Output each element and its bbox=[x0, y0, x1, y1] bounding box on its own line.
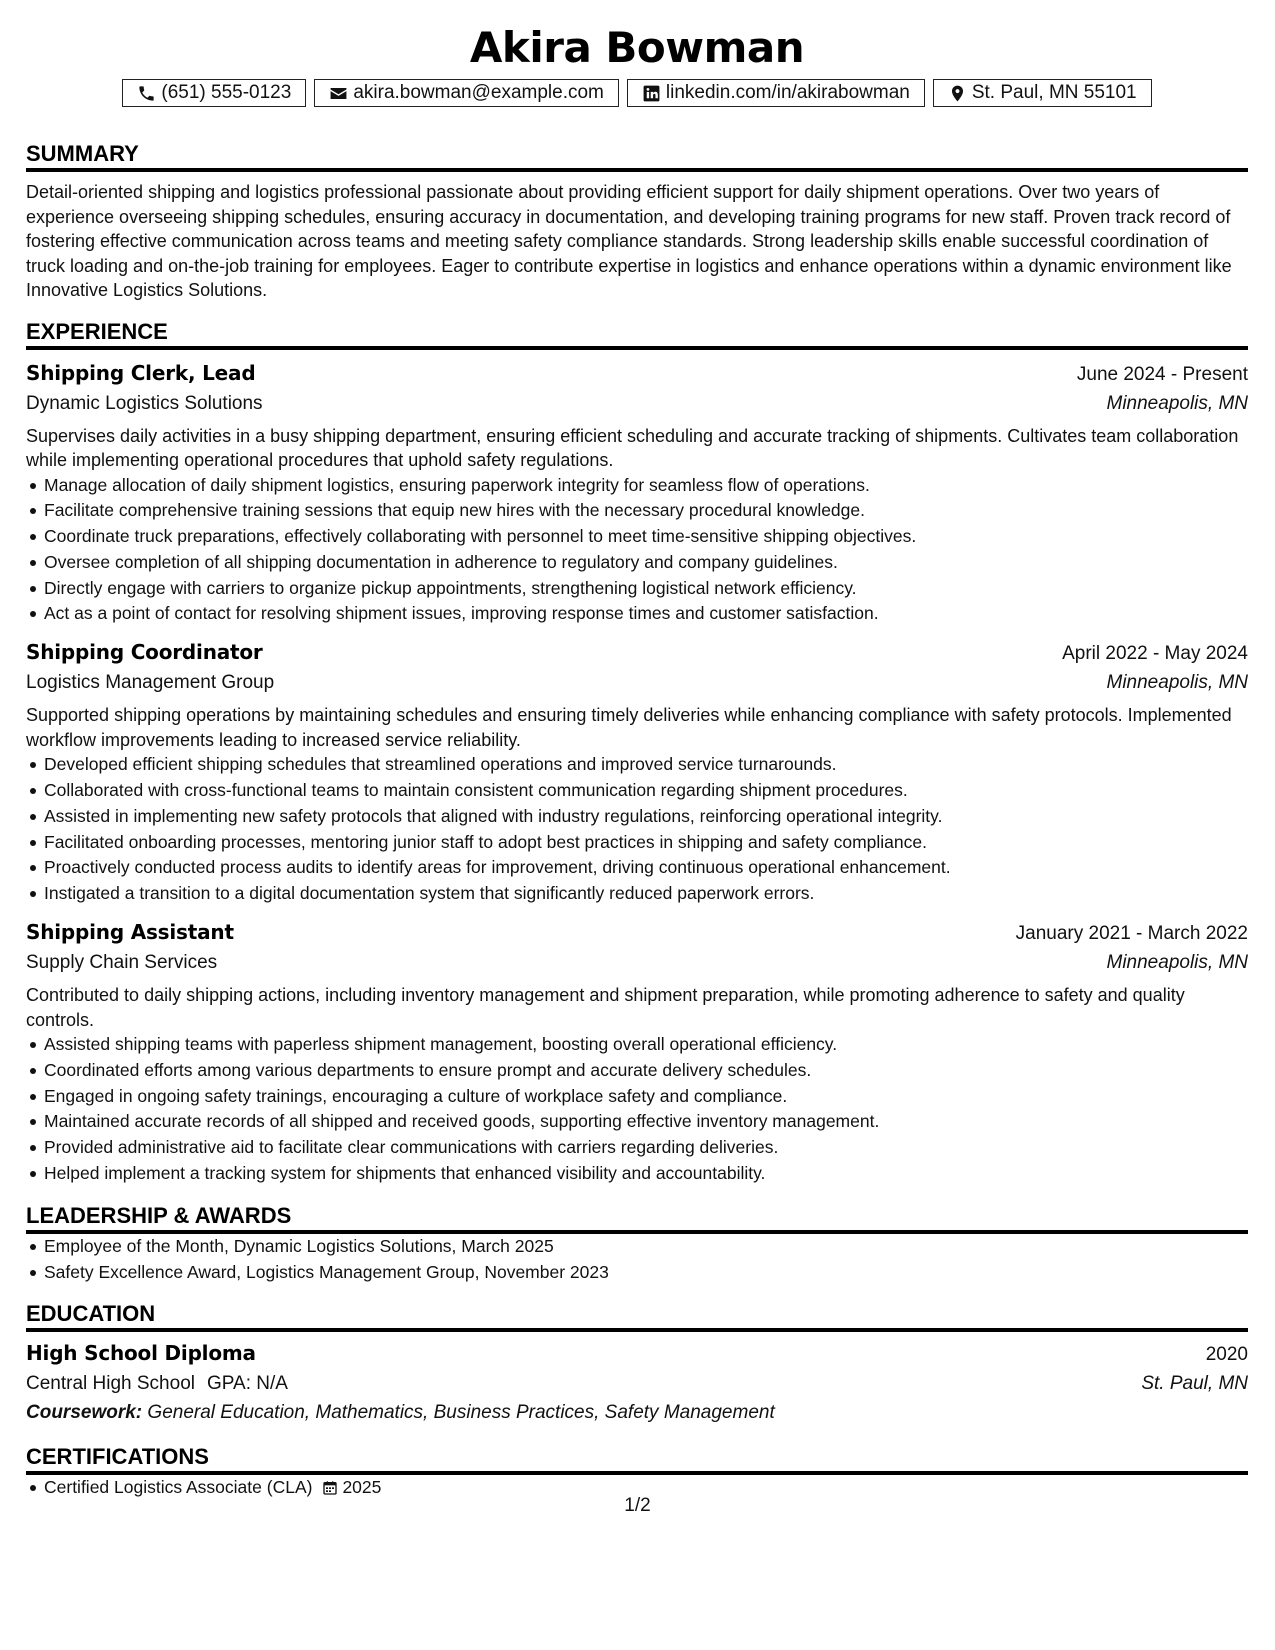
contact-location bbox=[933, 79, 1152, 107]
list-item: Collaborated with cross-functional teams to maintain consistent communication regarding shipment procedures. bbox=[44, 778, 1248, 804]
summary-heading: SUMMARY bbox=[26, 140, 1248, 172]
job-entry bbox=[26, 637, 1248, 907]
summary-section bbox=[26, 140, 1248, 303]
job-title: Shipping Assistant bbox=[26, 920, 234, 945]
phone-text: (651) 555-0123 bbox=[161, 82, 292, 103]
list-item: Instigated a transition to a digital documentation system that significantly reduced paperwork errors. bbox=[44, 881, 1248, 907]
list-item: Proactively conducted process audits to identify areas for improvement, driving continuous operational enhancement. bbox=[44, 855, 1248, 881]
school-line bbox=[26, 1370, 288, 1398]
job-location: Minneapolis, MN bbox=[1106, 952, 1248, 974]
contact-bar bbox=[26, 79, 1248, 107]
list-item: Helped implement a tracking system for shipments that enhanced visibility and accountability. bbox=[44, 1161, 1248, 1187]
job-company: Dynamic Logistics Solutions bbox=[26, 392, 263, 414]
list-item: Provided administrative aid to facilitate clear communications with carriers regarding deliveries. bbox=[44, 1135, 1248, 1161]
certifications-heading: CERTIFICATIONS bbox=[26, 1443, 1248, 1475]
education-heading: EDUCATION bbox=[26, 1300, 1248, 1332]
list-item: Manage allocation of daily shipment logistics, ensuring paperwork integrity for seamless flow of operations. bbox=[44, 473, 1248, 499]
candidate-name: Akira Bowman bbox=[469, 23, 805, 72]
education-section bbox=[26, 1300, 1248, 1428]
job-entry bbox=[26, 358, 1248, 628]
list-item: Assisted in implementing new safety protocols that aligned with industry regulations, reinforcing operational integrity. bbox=[44, 804, 1248, 830]
coursework-text: General Education, Mathematics, Business Practices, Safety Management bbox=[147, 1402, 775, 1424]
list-item: Safety Excellence Award, Logistics Management Group, November 2023 bbox=[44, 1260, 1248, 1286]
list-item: Coordinate truck preparations, effectively collaborating with personnel to meet time-sensitive shipping objectives. bbox=[44, 524, 1248, 550]
gpa-text: GPA: N/A bbox=[206, 1373, 288, 1395]
certifications-section bbox=[26, 1443, 1248, 1501]
contact-email[interactable] bbox=[314, 79, 619, 107]
list-item: Coordinated efforts among various departments to ensure prompt and accurate delivery schedules. bbox=[44, 1058, 1248, 1084]
awards-list bbox=[26, 1234, 1248, 1286]
job-dates: June 2024 - Present bbox=[1076, 363, 1248, 385]
job-location: Minneapolis, MN bbox=[1106, 672, 1248, 694]
job-bullets bbox=[26, 473, 1248, 628]
experience-section bbox=[26, 318, 1248, 1187]
certification-name: Certified Logistics Associate (CLA) bbox=[44, 1477, 313, 1498]
experience-heading: EXPERIENCE bbox=[26, 318, 1248, 350]
list-item: Directly engage with carriers to organize pickup appointments, strengthening logistical network efficiency. bbox=[44, 576, 1248, 602]
envelope-icon bbox=[329, 84, 348, 103]
certification-year: 2025 bbox=[342, 1477, 382, 1498]
job-title: Shipping Clerk, Lead bbox=[26, 360, 256, 385]
linkedin-icon bbox=[642, 84, 661, 103]
school-name: Central High School bbox=[26, 1373, 195, 1395]
list-item: Engaged in ongoing safety trainings, encouraging a culture of workplace safety and compliance. bbox=[44, 1084, 1248, 1110]
linkedin-text: linkedin.com/in/akirabowman bbox=[665, 82, 910, 103]
page-number: 1/2 bbox=[624, 1495, 651, 1516]
list-item: Developed efficient shipping schedules that streamlined operations and improved service turnarounds. bbox=[44, 752, 1248, 778]
email-text: akira.bowman@example.com bbox=[353, 82, 604, 103]
awards-section bbox=[26, 1202, 1248, 1286]
job-entry bbox=[26, 917, 1248, 1187]
contact-linkedin[interactable] bbox=[627, 79, 925, 107]
summary-text: Detail-oriented shipping and logistics professional passionate about providing efficient support for daily shipment operations. Over two years of experience overseeing shipping schedules, ensuring accuracy in documentation, and developing training programs for new staff. Proven track record of fostering effective communication across teams and meeting safety compliance standards. Strong leadership skills enable successful coordination of truck loading and on-the-job training for employees. Eager to contribute expertise in logistics and enhance operations within a dynamic environment like Innovative Logistics Solutions. bbox=[26, 182, 1232, 300]
degree-title: High School Diploma bbox=[26, 1341, 256, 1366]
contact-phone bbox=[122, 79, 306, 107]
awards-heading: LEADERSHIP & AWARDS bbox=[26, 1202, 1248, 1234]
list-item: Employee of the Month, Dynamic Logistics Solutions, March 2025 bbox=[44, 1234, 1248, 1260]
job-company: Logistics Management Group bbox=[26, 672, 275, 694]
job-location: Minneapolis, MN bbox=[1106, 392, 1248, 414]
phone-icon bbox=[137, 84, 156, 103]
resume-page bbox=[26, 0, 1248, 1501]
job-company: Supply Chain Services bbox=[26, 952, 218, 974]
job-dates: January 2021 - March 2022 bbox=[1015, 923, 1248, 945]
job-bullets bbox=[26, 1032, 1248, 1187]
map-pin-icon bbox=[948, 84, 967, 103]
list-item: Act as a point of contact for resolving shipment issues, improving response times and customer satisfaction. bbox=[44, 601, 1248, 627]
list-item: Oversee completion of all shipping documentation in adherence to regulatory and company guidelines. bbox=[44, 550, 1248, 576]
job-description: Supervises daily activities in a busy shipping department, ensuring efficient scheduling and accurate tracking of shipments. Cultivates team collaboration while implementing operational procedures that uphold safety regulations. bbox=[26, 425, 1239, 470]
list-item: Facilitated onboarding processes, mentoring junior staff to adopt best practices in shipping and safety compliance. bbox=[44, 830, 1248, 856]
graduation-year: 2020 bbox=[1205, 1344, 1248, 1366]
job-bullets bbox=[26, 752, 1248, 907]
school-location: St. Paul, MN bbox=[1141, 1373, 1248, 1395]
list-item: Assisted shipping teams with paperless shipment management, boosting overall operational efficiency. bbox=[44, 1032, 1248, 1058]
job-dates: April 2022 - May 2024 bbox=[1062, 643, 1248, 665]
calendar-icon bbox=[322, 1480, 338, 1496]
job-description: Supported shipping operations by maintaining schedules and ensuring timely deliveries while enhancing compliance with safety protocols. Implemented workflow improvements leading to increased service reliability. bbox=[26, 705, 1232, 750]
job-title: Shipping Coordinator bbox=[26, 640, 263, 665]
list-item: Facilitate comprehensive training sessions that equip new hires with the necessary procedural knowledge. bbox=[44, 498, 1248, 524]
location-text: St. Paul, MN 55101 bbox=[971, 82, 1137, 103]
coursework-label: Coursework: bbox=[26, 1402, 143, 1424]
coursework-line bbox=[26, 1398, 1248, 1428]
list-item: Maintained accurate records of all shipped and received goods, supporting effective inventory management. bbox=[44, 1109, 1248, 1135]
education-entry bbox=[26, 1338, 1248, 1428]
job-description: Contributed to daily shipping actions, including inventory management and shipment preparation, while promoting adherence to safety and quality controls. bbox=[26, 985, 1185, 1030]
